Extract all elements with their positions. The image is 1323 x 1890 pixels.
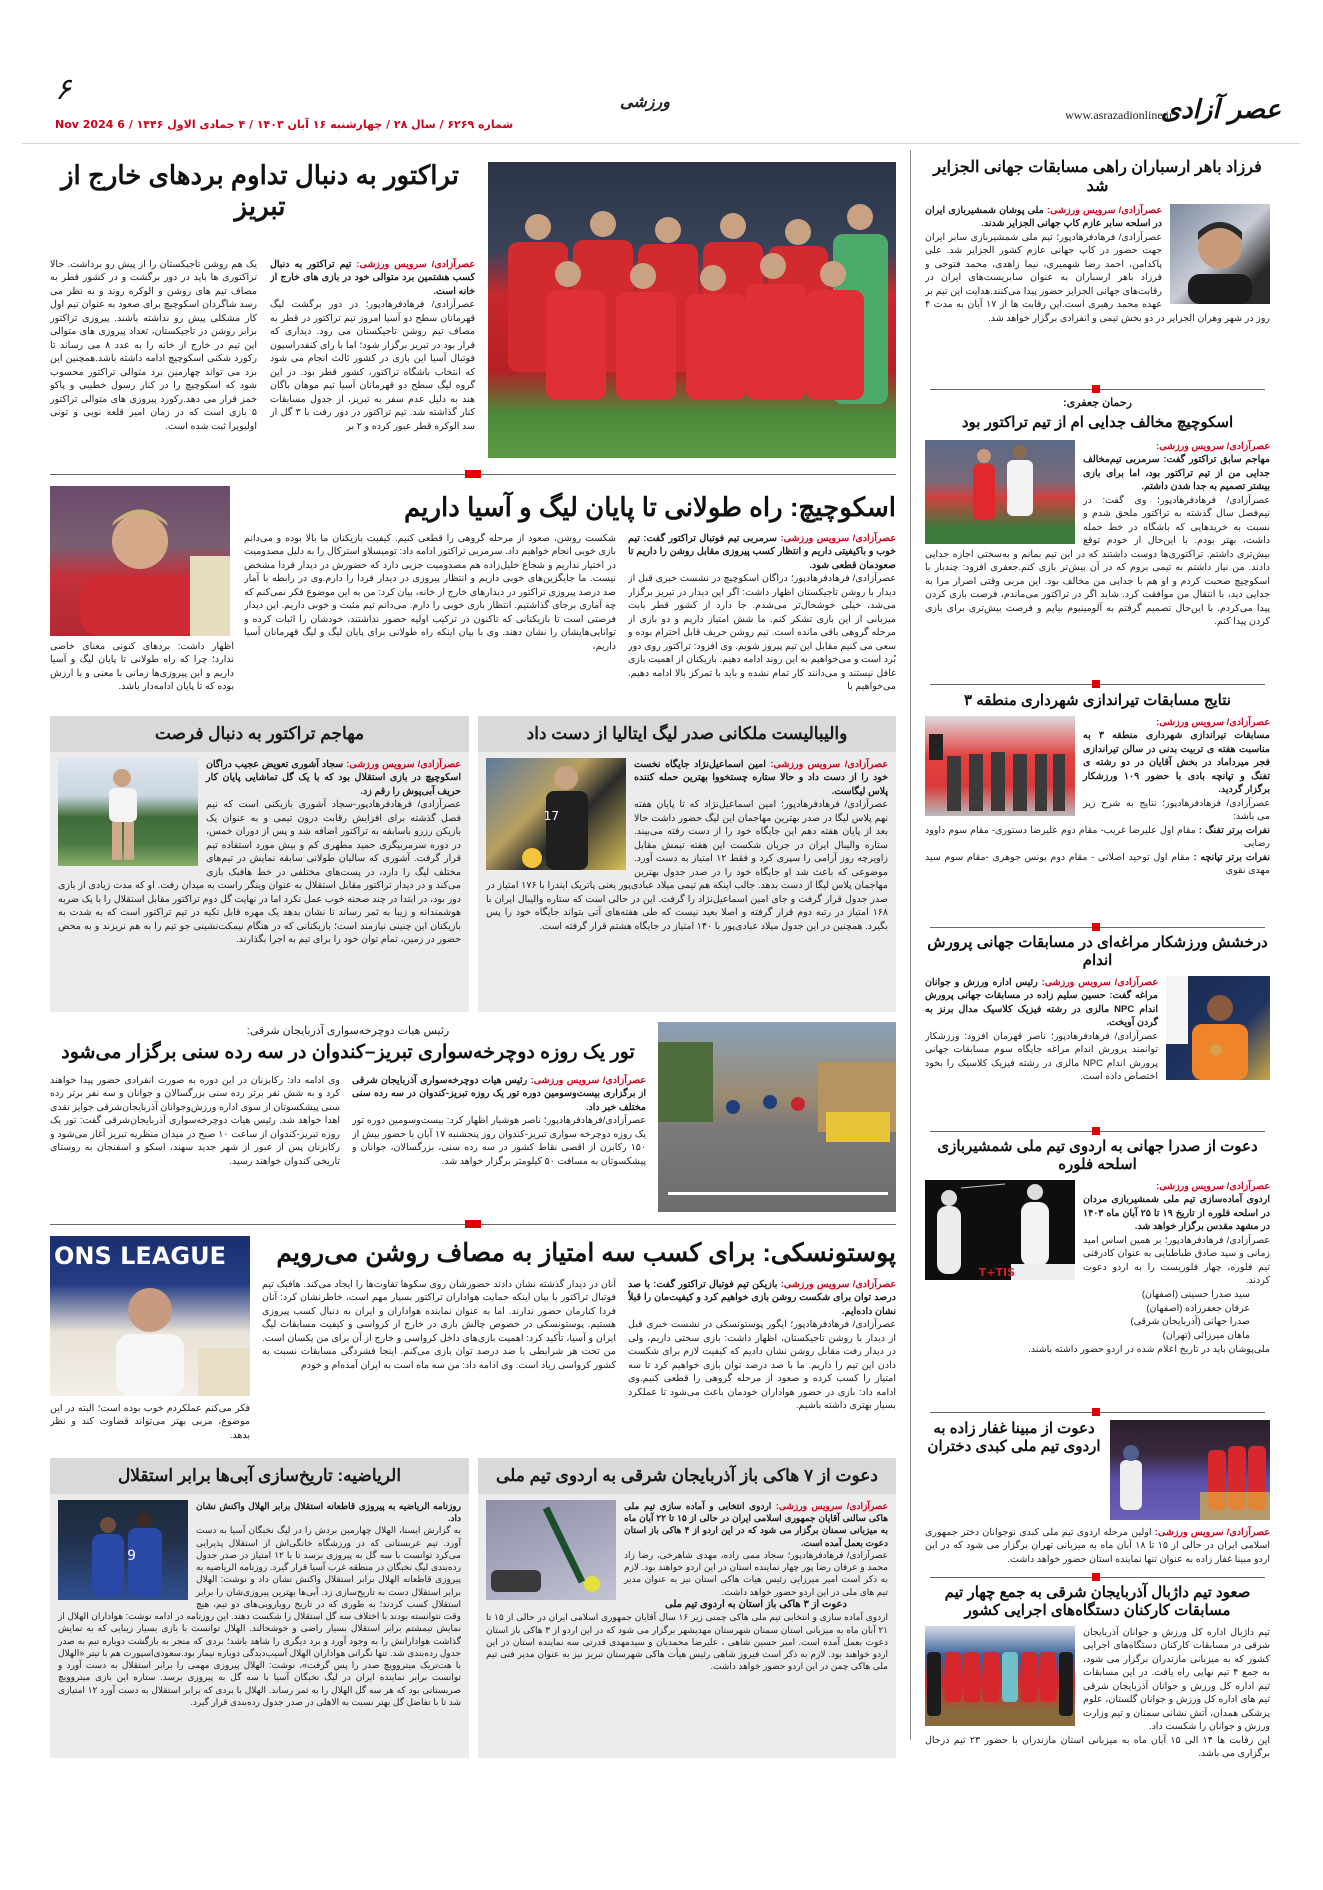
article-volleyball xyxy=(478,716,896,1012)
issue-date-line: شماره ۶۲۶۹ / سال ۲۸ / چهارشنبه ۱۶ آبان ۱۴۰۳ / ۴ جمادی الاول ۱۴۴۶ / 6 Nov 2024 xyxy=(55,118,514,131)
lead-text: روزنامه الریاضیه به پیروزی قاطعانه استقلال برابر الهلال واکنش نشان داد. xyxy=(196,1501,461,1524)
source-label: عصرآزادی/ سرویس ورزشی: xyxy=(346,759,461,770)
article-title: الریاضیه: تاریخ‌سازی آبی‌ها برابر استقلال xyxy=(50,1458,469,1494)
fencer-portrait-illustration xyxy=(1170,204,1270,304)
baher-photo xyxy=(1170,204,1270,304)
section-divider xyxy=(930,927,1265,928)
lead-text: بازیکن تیم فوتبال تراکتور گفت: با صد درصد توان برای شکست روشن بازی خواهیم کرد و کیفیت‌مان را قبلاً نشان داده‌ایم. xyxy=(628,1279,896,1317)
shooting-photo xyxy=(925,716,1075,816)
article-title: درخشش ورزشکار مراغه‌ای در مسابقات جهانی پرورش اندام xyxy=(927,934,1268,969)
article-title: دعوت از ۷ هاکی باز آذربایجان شرقی به اردوی تیم ملی xyxy=(478,1458,896,1494)
article-title: صعود تیم داژبال آذربایجان شرقی به جمع چهار تیم مسابقات کارکنان دستگاه‌های اجرایی کشور xyxy=(944,1584,1251,1619)
article-title: پوستونسکی: برای کسب سه امتیاز به مصاف روشن می‌رویم xyxy=(276,1239,896,1267)
section-title: ورزشی xyxy=(620,92,670,111)
lead-text: امین اسماعیل‌نژاد جایگاه نخست خود را از دست داد و حالا ستاره چستخووا بهترین حمله کننده پلاس لیگاست. xyxy=(634,759,888,797)
athlete-medal-illustration xyxy=(1166,976,1270,1080)
list-item: عرفان جعفرزاده (اصفهان) xyxy=(1146,1302,1250,1314)
lead-text: سجاد آشوری تعویض عجیب دراگان اسکوچیچ در بازی استقلال بود که با یک گل تماشایی پایان کار حریف آبی‌پوش را رقم زد. xyxy=(206,759,461,797)
fencers-illustration xyxy=(925,1180,1075,1280)
article-body xyxy=(925,204,1270,382)
article-body xyxy=(925,1526,1270,1572)
page-number: ۶ xyxy=(55,72,72,107)
fencing-photo xyxy=(925,1180,1075,1280)
source-label: عصرآزادی/ سرویس ورزشی: xyxy=(770,759,889,770)
article-title: فرزاد باهر ارسباران راهی مسابقات جهانی الجزایر شد xyxy=(933,159,1262,196)
lead-text: مسابقات تیراندازی شهرداری منطقه ۳ به مناسبت هفته ی تربیت بدنی در سالن تیراندازی فجر میرداماد در بخش آقایان در دو رشته ی تفنگ و تپانچه بادی با حضور ۱۰۹ ورزشکار برگزار گردید. xyxy=(1083,730,1270,796)
article-title: والیبالیست ملکانی صدر لیگ ایتالیا از دست داد xyxy=(478,716,896,752)
list-item: سید صدرا حسینی (اصفهان) xyxy=(1141,1288,1250,1300)
article-col-2: یک هم روشن تاجیکستان را از پیش رو برداشت. حالا تراکتوری ها باید در دور برگشت و در کشور قطر به مصاف تیم های روشن و الوکره روند و به نظر می رسد شاگردان اسکوچیچ برای صعود به عنوان تیم اول کار مشکلی پیش رو نداشته باشند. پیروزی تراکتور برابر روشن در تاجیکستان، تعداد پیروزی های متوالی این تیم در خارج از خانه را به عدد ۸ می رساند تا رکورد شکنی اسکوچیچ ادامه داشته باشد.همچنین این برد می تواند چهارمین برد متوالی تراکتور محسوب شود که اسکوچیچ را در کنار رسول خطیبی و پاکو خمز قرار می دهد.رکورد پیروزی های متوالی تراکتور ۵ بازی است که در زمان امیر قلعه نویی و تونی اولیویرا ثبت شده است. xyxy=(50,259,257,432)
alhilal-photo xyxy=(58,1500,188,1600)
article-body xyxy=(925,1180,1270,1408)
hockey-stick-illustration xyxy=(486,1500,616,1600)
article-col-2: شکست روشن، صعود از مرحله گروهی را قطعی کنیم. کیفیت بازیکنان ما بالا بوده و می‌دانم بازی خوبی انجام خواهیم داد. سرمربی تراکتور ادامه داد: تومیسلاو استرکال را به دلیل مصدومیت در اختیار نداریم و شجاع خلیل‌زاده هم مصدومیت جزیی دارد که حضورش در دیدار فردا مشخص نیست. ما جایگزین‌های خوبی داریم و انتظار پیروزی در دیدار فردا را دارم.وی در رابطه با آمار صد درصد پیروزی تراکتور در دیدارهای خارج از خانه، بیان کرد: من به این موضوع فکر نمی‌کنم که چه آماری برجای گذاشتیم. انتظار بازی خوبی را دارم. می‌دانم تیم مثبت و خوبی داریم. این دیدار فرصتی است تا بازیکنانی که تاکنون در ترکیب اولیه حضور نداشتند، خودشان را اثبات کرده و توانایی‌هایشان را نشان دهند. وی با بیان اینکه راه طولانی برای پایان لیگ و لیگ قهرمانان آسیا داریم، xyxy=(244,533,616,652)
shooting-ceremony-illustration xyxy=(925,716,1075,816)
body-text: تیم داژبال اداره کل ورزش و جوانان آذربایجان شرقی در مسابقات کارکنان دستگاه‌های اجرایی کشور که به میزبانی مازندران برگزار می شود، به جمع ۴ تیم نهایی راه یافت. در این مسابقات تیم اداره کل ورزش و جوانان آذربایجان شرقی تیم های اداره کل ورزش و جوانان گلستان، علوم پزشکی همدان، آتش نشانی سمنان و تیم وزارت ورزش و جوانان را شکست داد. xyxy=(1083,1627,1270,1733)
lead-text: تیم تراکتور به دنبال کسب هشتمین برد متوالی خود در بازی های خارج از خانه است. xyxy=(270,259,475,297)
body-text: عصرآزادی/ فرهادفرهادپور-سجاد آشوری بازیکنی است که نیم فصل گذشته برای افزایش رقابت درون تیمی و به عنوان یک بازیکن رزرو باسابقه به تراکتور اضافه شد و پس از دوران خمس، در دوره سرمربیگری حمید مطهری کم و بیش مورد استفاده تیم قرار گرفت. آشوری که سالیان طولانی سابقه نمایش در تیم‌های مختلف لیگ را دارد، در پست‌های مختلفی در خط هافبک بازی می‌کند و در دیدار تراکتور مقابل استقلال به عنوان وینگر راست به میدان رفت. او که مدت زیادی از بازی دور بود، در ابتدا در چند صحنه خوب عمل نکرد اما در نهایت گل دوم تراکتور مقابل استقلال را با یک ضربه هوشمندانه و زیبا به ثمر رساند تا نشان بدهد یک مهره قابل تکیه در تیم تراکتور است که به شدت به بازیکنان این چنینی نیازمند است؛ بازیکنانی که در هنگام نیمکت‌نشینی جو تیم را به هم نریزند و به محض حضور در زمین، تمام توان خود را برای تیم به اجرا بگذارند. xyxy=(58,799,461,946)
section-divider xyxy=(50,1224,896,1225)
article-body xyxy=(925,440,1270,678)
player-illustration xyxy=(58,758,198,866)
column-divider xyxy=(910,150,911,1740)
lead-text: سرمربی تیم فوتبال تراکتور گفت: تیم خوب و باکیفیتی داریم و انتظار کسب پیروزی مقابل روشن را داریم تا صعودمان قطعی شود. xyxy=(628,533,896,571)
article-body xyxy=(478,1494,896,1756)
rifle-winners: مقام اول علیرضا غریب- مقام دوم علیرضا دستوری- مقام سوم داوود رضایی xyxy=(925,824,1270,850)
body-text: عصرآزادی/فرهادفرهادپور؛ ناصر هوشیار اظهار کرد: بیست‌وسومین دوره تور یک روزه دوچرخه سواری تبریز-کندوان روز پنجشنبه ۱۷ آبان با حضور بیش از ۱۵۰ رکابزن از اقصی نقاط کشور در سه رده سنی، بزرگسالان، جوانان و پیشکسوتان به مسافت ۵۰ کیلومتر برگزار خواهد شد. xyxy=(352,1115,646,1167)
jafari-photo xyxy=(925,440,1075,544)
kabaddi-photo xyxy=(1110,1420,1270,1520)
article-ashouri xyxy=(50,716,469,1012)
lead-text: ملی پوشان شمشیربازی ایران در اسلحه سابر عازم کاپ جهانی الجزایر شدند. xyxy=(925,205,1162,230)
article-col-2: وی ادامه داد: رکابزنان در این دوره به صورت انفرادی حضور پیدا خواهند کرد و به شش نفر برتر رده سنی بزرگسالان و جوانان و سه نفر برتر رده سنی پیشکسوتان از سوی اداره ورزش‌وجوانان آذربایجان‌شرقی جوایز نقدی اهدا خواهد شد. رئیس هیات دوچرخه‌سواری آذربایجان‌شرقی گفت: تور یک روزه تبریز-کندوان از ساعت ۱۰ صبح در میدان منظریه تبریز آغاز می‌شود و رکابزنان پس از عبور از شهر جدید سهند، اسکو و اسفنجان به روستای تاریخی کندوان خواهند رسید. xyxy=(50,1075,340,1167)
team-photo xyxy=(488,162,896,458)
article-col-1 xyxy=(270,258,475,463)
cycling-photo xyxy=(658,1022,896,1212)
body-text: عصرآزادی/ فرهادفرهادپور؛ امین اسماعیل‌نژاد که تا پایان هفته نهم پلاس لیگا در صدر بهترین مهاجمان این لیگ حضور داشت حالا بعد از پایان هفته دهم این جایگاه خود را از دست رفته می‌بیند. ستاره والیبال ایران در جریان شکست این هفته تیمش مقابل زاویرچه روز آرامی را سپری کرد و فقط ۱۲ امتیاز به دست آورد. موضوعی که باعث شد او جایگاه خود را در صدر جدول بهترین مهاجمان پلاس لیگا از دست بدهد. جالب اینکه هم تیمی میلاد عبادی‌پور یعنی پاتریک ایندرا با ۱۷۶ امتیاز در صدر جدول قرار گرفت و جای امین اسماعیل‌نژاد را گرفت. این در حالی است که ستاره والیبال ایران با ۱۶۸ امتیاز در رتبه دوم قرار گرفته و اصلا بعید نیست که طی هفته‌های آتی بتواند جایگاه خود را پس بگیرد. همچنین در این جدول میلاد عبادی‌پور با ۱۴۰ امتیاز در جایگاه هشتم قرار گرفته است. xyxy=(486,799,888,932)
article-title: نتایج مسابقات تیراندازی شهرداری منطقه ۳ xyxy=(964,692,1231,709)
source-label: عصرآزادی/ سرویس ورزشی: xyxy=(780,533,896,544)
lead-text: رئیس هیات دوچرخه‌سواری آذربایجان شرقی از برگزاری بیست‌وسومین دوره تور یک روزه تبریز-کندوان در سه رده سنی مختلف خبر داد. xyxy=(352,1075,646,1113)
lead-text: اردوی آماده‌سازی تیم ملی شمشیربازی مردان در اسلحه فلوره از تاریخ ۱۹ تا ۲۵ آبان ماه ۱۴۰۳ در مشهد مقدس برگزار خواهد شد. xyxy=(1083,1194,1270,1233)
article-col-3: فکر می‌کنم عملکردم خوب بوده است؛ البته در این موضوع، مربی بهتر می‌تواند قضاوت کند و نظر بدهد. xyxy=(50,1403,250,1441)
article-col-1 xyxy=(628,532,896,708)
section-divider xyxy=(930,684,1265,685)
body-text: عصرآزادی/ فرهادفرهادپور؛ بر همین اساس امید زمانی و سید صادق طباطبایی به عنوان کادرفنی تیم فلوره، چهار فلوریست را به اردو دعوت کردند. xyxy=(1083,1234,1270,1287)
section-divider xyxy=(930,389,1265,390)
article-kicker: رئیس هیات دوچرخه‌سواری آذربایجان شرقی: xyxy=(246,1025,450,1037)
article-title: تراکتور به دنبال تداوم بردهای خارج از تبریز xyxy=(60,160,460,222)
skocic-photo xyxy=(50,486,230,636)
article-alriyadiya xyxy=(50,1458,469,1758)
body-text: عصرآزادی/ فرهادفرهادپور؛ در دور برگشت لیگ قهرمانان سطح دو آسیا امروز تیم تراکتور در قطر به مصاف تیم روشن تاجیکستان می رود. دیداری که قرار بود در تبریز برگزار شود؛ اما با رای کنفدراسیون فوتبال آسیا این بازی در کشور ثالث انجام می شود که انتخاب باشگاه تراکتور، کشور قطر بود. در این گروه لیگ سطح دو قهرمانان آسیا تیم موهان باگان هند به دلیل عدم سفر به تبریز، از جدول مسابقات کنار گذاشته شد. تیم تراکتور در دور رفت با ۳ گل از سد الوکره قطر عبور کرده و ۲ بر xyxy=(270,299,475,432)
article-title: تور یک روزه دوچرخه‌سواری تبریز–کندوان در سه رده سنی برگزار می‌شود xyxy=(61,1042,635,1063)
body-text: عصرآزادی/ فرهادفرهادپور؛ دراگان اسکوچیچ در نشست خبری قبل از دیدار با روشن تاجیکستان اظهار داشت: اگر این دیدار در تبریز برگزار می‌شد، خیلی خوشحال‌تر می‌شدم. جا دارد از کشور قطر بابت میزبانی از این بازی تشکر کنم. ما شش امتیاز داریم و دو بازی از مرحله گروهی باقی مانده است. تیم روشن حریف قابل احترام بوده و سعی می کنیم مقابل این تیم پیروز شویم. وی افزود: تراکتور روی دور بُرد است و می‌خواهیم به این روند ادامه دهیم. بازیکنان از اهمیت بازی غافل نیستند و می‌دانند کار تمام نشده و باید با تمرکز بالا ادامه دهیم. می‌خواهیم با xyxy=(628,573,896,693)
article-body xyxy=(925,1626,1270,1776)
source-label: عصرآزادی/ سرویس ورزشی: xyxy=(1156,441,1270,452)
article-kicker: رحمان جعفری: xyxy=(1063,397,1132,409)
lead-text: اردوی انتخابی و آماده سازی تیم ملی هاکی سالنی آقایان جمهوری اسلامی ایران در حالی از ۱۵ تا ۲۲ آبان ماه به میزبانی سمنان برگزار می شود که در این اردو از ۴ هاکی باز استان دعوت بعمل آمده است. xyxy=(624,1501,889,1548)
body-text: اولین مرحله اردوی تیم ملی کبدی نوجوانان دختر جمهوری اسلامی ایران در حالی از ۱۵ تا ۱۸ آبان ماه به میزبانی تهران برگزار می شود که در این اردو مبینا غفار زاده به عنوان تنها نماینده استان حضور خواهد داشت. xyxy=(925,1527,1270,1565)
article-body xyxy=(50,752,469,1010)
player-press-conference-illustration xyxy=(50,1236,250,1396)
lead-text: مهاجم سابق تراکتور گفت: سرمربی تیم‌مخالف جدایی من از تیم تراکتور بود، اما برای بازی بیشتر تصمیم به جدا شدن داشتم. xyxy=(1083,454,1270,493)
alhilal-players-illustration xyxy=(58,1500,188,1600)
coach-illustration xyxy=(50,486,230,636)
website-link[interactable]: www.asrazadionline.ir xyxy=(1065,108,1173,122)
article-body xyxy=(478,752,896,1010)
article-subhead: دعوت از ۳ هاکی باز استان به اردوی تیم ملی xyxy=(665,1598,847,1610)
ashouri-photo xyxy=(58,758,198,866)
body-text: عصرآزادی/ فرهادفرهادپور؛ سجاد ممی زاده، مهدی شاهرخی، رضا زاد محمد و عرفان رضا پور چهار نماینده استان در این اردو خواهند بود. لازم به ذکر است امیر میرزایی رئیس هیات هاکی استان نیز به عنوان مدیر تیم های ملی در این اردو حضور خواهد داشت. xyxy=(624,1549,888,1597)
pistol-winners: مقام اول توحید اصلانی - مقام دوم یونس جوهری -مقام سوم سید مهدی نقوی xyxy=(925,851,1270,877)
article-title: اسکوچیچ مخالف جدایی ام از تیم تراکتور بود xyxy=(961,414,1234,431)
bodybuilder-photo xyxy=(1166,976,1270,1080)
article-body xyxy=(925,976,1270,1126)
body-text: عصرآزادی/ فرهادفرهادپور؛ تیم ملی شمشیربازی سابر ایران جهت حضور در کاپ جهانی عازم کشور الجزایر شد. علی پاکدامن، احمد رضا شهمیری، نیما زاهدی، محمد فتوحی و فرزاد باهر ارسباران به عنوان سابریست‌های ایران در رقابت‌های جهانی الجزایر حضور پیدا می‌کنند.هدایت این تیم بر عهده محمد رهبری است.این رقابت ها از ۱۷ آبان به مدت ۴ روز در شهر وهران الجزایر در دو بخش تیمی و انفرادی برگزار خواهد شد. xyxy=(925,231,1270,324)
article-footer: ملی‌پوشان باید در تاریخ اعلام شده در اردو حضور داشته باشند. xyxy=(1028,1343,1270,1355)
svg-text:9: 9 xyxy=(127,1548,136,1564)
svg-text:17: 17 xyxy=(543,809,559,823)
body-text-2: این رقابت ها ۱۴ الی ۱۵ آبان ماه به میزبانی استان مازندران با حضور ۲۳ تیم درحال برگزاری می باشد. xyxy=(925,1734,1270,1760)
source-label: عصرآزادی/ سرویس ورزشی: xyxy=(356,259,475,270)
section-divider xyxy=(930,1577,1265,1578)
source-label: عصرآزادی/ سرویس ورزشی: xyxy=(1156,1181,1270,1192)
svg-text:ONS LEAGUE: ONS LEAGUE xyxy=(54,1242,226,1270)
volleyball-photo xyxy=(486,758,626,870)
article-hockey xyxy=(478,1458,896,1758)
article-col-3: اظهار داشت: بردهای کنونی معنای خاصی ندارد؛ چرا که راه طولانی تا پایان لیگ و آسیا داریم و این پیروزی‌ها زمانی با معنی و با ارزش بوده که تا پایان ادامه‌دار باشد. xyxy=(50,641,234,693)
newspaper-logo: عصر آزادی xyxy=(1160,95,1281,125)
article-title: اسکوچیچ: راه طولانی تا پایان لیگ و آسیا داریم xyxy=(403,492,896,522)
article-body xyxy=(50,1494,469,1756)
source-label: عصرآزادی/ سرویس ورزشی: xyxy=(1046,205,1163,216)
postonsky-photo xyxy=(50,1236,250,1396)
article-col-1 xyxy=(352,1074,646,1216)
body-text: عصرآزادی/ فرهادفرهادپور؛ ایگور پوستونسکی در نشست خبری قبل از دیدار با روشن تاجیکستان، اظهار داشت: بازی سختی داریم، ولی در دیدار رفت مقابل روشن نشان دادیم که کیفیت لازم برای شکست دادن این تیم را داریم. ما با صد درصد توان بازی خواهیم کرد تا سه امتیاز را کسب کرده و صعود از مرحله گروهی را قطعی کنیم.وی ادامه داد: بازی در حضور هواداران خودمان باعث می‌شود تا عملکرد بسیار بهتری داشته باشیم. xyxy=(628,1319,896,1412)
cyclists-illustration xyxy=(658,1022,896,1212)
source-label: عصرآزادی/ سرویس ورزشی: xyxy=(1156,717,1270,728)
article-title: دعوت از مبینا غفار زاده به اردوی تیم ملی کبدی دختران xyxy=(927,1420,1101,1455)
dodgeball-team-photo xyxy=(925,1626,1075,1726)
lead-text: رئیس اداره ورزش و جوانان مراغه گفت: حسین سلیم زاده در مسابقات جهانی پرورش اندام NPC مالزی در رشته فیزیک کلاسیک مدال برنز به گردن آویخت. xyxy=(925,977,1158,1029)
article-body xyxy=(925,716,1270,922)
body-text: به گزارش ایسنا، الهلال چهارمین بردش را در لیگ نخبگان آسیا به دست آورد. تیم عربستانی که در ورزشگاه خانگی‌اش از استقلال پذیرایی می‌کرد توانست با سه گل به پیروزی برسد تا با ۱۲ امتیاز در صدر جدول رده‌بندی لیگ نخبگان در منطقه غرب آسیا قرار گیرد. روزنامه الریاضیه به پیروزی قاطعانه الهلال برابر استقلال واکنش نشان داد و نوشت: الهلال برابر استقلال دست به تاریخ‌سازی زد. آبی‌ها بهترین پیروزی‌شان را برابر استقلال کسب کردند؛ به طوری که در تاریخ رویارویی‌های دو تیم، هیچ وقت نتوانسته بودند با اختلاف سه گل استقلال را شکست دهند. این روزنامه در ادامه نوشت: هواداران الهلال از نمایش تیمشتم برابر استقلال بسیار راضی و خوشحالند. الهلال توانست با بازی بسیار زیبایی که به نمایش گذاشت هوادارانش را به وجود آورد و برد دیگری را شاهد باشد؛ بردی که منجر به بازگشت دوباره تیم به صدر جدول رده‌بندی شد. تنها نگرانی هواداران الهلال آسیب‌دیدگی دوباره نیمار بود.سعودی‌اسپورت هم با تیتر «الهلال با هت‌تریک میتروویچ صدر را پس گرفت»، نوشت: الهلال پیروزی مهمی را برابر استقلال به دست آورد و توانست برابر نماینده ایران در لیگ نخبگان آسیا با سه گل به پیروزی برسد. ستاره این بازی میتروویچ صربستانی بود که هر سه گل الهلال را به ثمر رساند. الهلال با بردی که برابر استقلال به دست آورد ۱۲ امتیازی شد تا با تفاضل گل بهتر نسبت به الاهلی در صدر جدول رده‌بندی قرار گیرد. xyxy=(58,1525,462,1707)
body-text: عصرآزادی/ فرهادفرهادپور؛ ناصر قهرمان افزود: ورزشکار توانمند پرورش اندام مراغه جایگاه سوم مسابقات جهانی پرورش اندام NPC مالزی در رشته فیزیک کلاسیک را بخود اختصاص داده است. xyxy=(925,1030,1158,1083)
team-players-illustration xyxy=(488,162,896,458)
body-text: عصرآزادی/ فرهادفرهادپور؛ نتایج به شرح زیر می باشد: xyxy=(1083,797,1270,823)
svg-text:T+TIS: T+TIS xyxy=(978,1266,1015,1279)
pistol-winners-label: نفرات برتر تپانچه : xyxy=(1193,851,1270,863)
team-lineup-illustration xyxy=(925,1626,1075,1726)
rifle-winners-label: نفرات برتر تفنگ : xyxy=(1198,824,1270,836)
volleyball-player-illustration xyxy=(486,758,626,870)
football-match-illustration xyxy=(925,440,1075,544)
article-title: مهاجم تراکتور به دنبال فرصت xyxy=(50,716,469,752)
source-label: عصرآزادی/ سرویس ورزشی: xyxy=(1154,1527,1270,1538)
kabaddi-players-illustration xyxy=(1110,1420,1270,1520)
source-label: عصرآزادی/ سرویس ورزشی: xyxy=(530,1075,646,1086)
header-divider xyxy=(22,143,1300,144)
source-label: عصرآزادی/ سرویس ورزشی: xyxy=(775,1501,888,1511)
list-item: ماهان میرزائی (تهران) xyxy=(1162,1330,1250,1342)
hockey-photo xyxy=(486,1500,616,1600)
article-title: دعوت از صدرا جهانی به اردوی تیم ملی شمشیربازی اسلحه فلوره xyxy=(937,1138,1258,1173)
source-label: عصرآزادی/ سرویس ورزشی: xyxy=(1041,977,1159,988)
article-col-2: آنان در دیدار گذشته نشان دادند حضورشان روی سکوها تفاوت‌ها را ایجاد می‌کند. هافبک تیم فوتبال تراکتور با بیان اینکه حمایت هواداران تراکتور بسیار مهم است، خاطرنشان کرد: آنان فردا کنارمان حضور ندارند. اما به عنوان نماینده هواداران و ایران به دنبال کسب پیروزی هستیم. پوستونسکی در خصوص چالش بازی در خارج از کرواسی و کیفیت مسابقات لیگ ایران و آسیا، تأکید کرد: اهمیت بازی‌های داخل کرواسی و خارج از آن برای من یکسان است. من تحت هر شرایطی با صد درصد توان بازی می‌کنم. اینجا فشردگی مسابقات نسبت به کشور کرواسی زیاد است. وی ادامه داد: من سه ماه است به ایران آمده‌ام و خودم xyxy=(262,1279,616,1371)
section-divider xyxy=(50,474,896,475)
source-label: عصرآزادی/ سرویس ورزشی: xyxy=(780,1279,896,1290)
body-text-2: اردوی آماده سازی و انتخابی تیم ملی هاکی چمنی زیر ۱۶ سال آقایان جمهوری اسلامی ایران در حالی از ۱۵ تا ۲۱ آبان ماه به میزبانی استان سمنان شهرستان مهدیشهر برگزار می شود که در این اردو از ۳ هاکی باز استان دعوت بعمل آمده است. امیر حسین شاهی ، علیرضا محمدیان و سیدمهدی قدرتی سه نماینده استان در این اردو خواهند بود. لازم به ذکر است فیروز شاهی رئیس هیأت هاکی شهرستان تبریز نیز به عنوان مدیر فنی تیم ملی هاکی چمن در این اردو حضور خواهد داشت. xyxy=(486,1612,889,1672)
article-col-1 xyxy=(628,1278,896,1450)
body-text: عصرآزادی/ فرهادفرهادپور؛ وی گفت: در نیم‌فصل سال گذشته به تراکتور ملحق شدم و نسبت به خریدهایی که باشگاه در خط حمله داشت، بهتر بودم. با این‌حال از خودم توقع بیش‌تری داشتم. تراکتوری‌ها دوست داشتند که در این تیم بمانم و به‌سختی اجازه جدایی دادند. من نیاز داشتم به تیمی بروم که در آن بیش‌تر بازی کنم.جعفری افزود: چندبار با اسکوچیچ صحبت کردم و او هم با جدایی من مخالف بود. این مربی وقتی اصرار مرا به جدایی دید، با انتقال من موافقت کرد. شاید اگر در تراکتور می‌ماندم، فرصت بازی کردن پیدا می‌کردم. با این‌حال تصمیم گرفتم به آلومینیوم بیایم و فرصت بیش‌تری برای بازی کردن پیدا کنم. xyxy=(925,494,1270,628)
section-divider xyxy=(930,1412,1265,1413)
invited-fencers-list xyxy=(925,1288,1270,1343)
list-item: صدرا جهانی (آذربایجان شرقی) xyxy=(1130,1316,1250,1328)
section-divider xyxy=(930,1131,1265,1132)
